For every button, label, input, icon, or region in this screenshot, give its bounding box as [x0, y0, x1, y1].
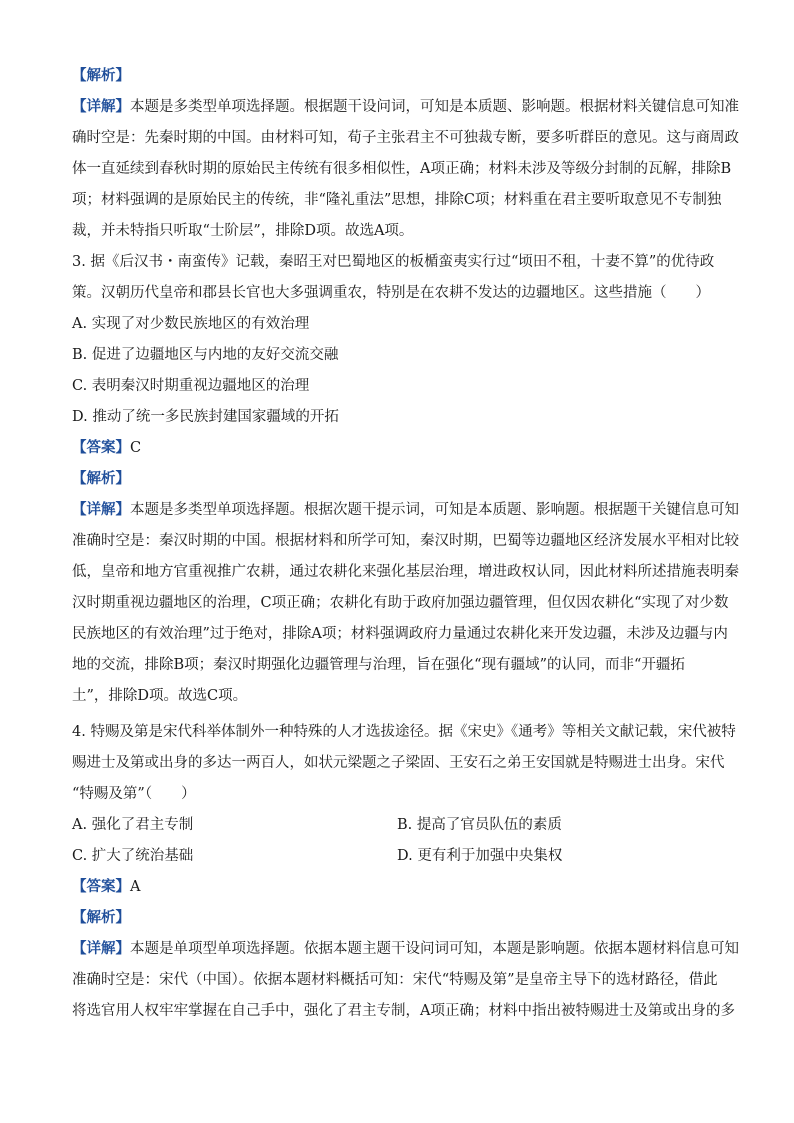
question-stem-line: 赐进士及第或出身的多达一两百人，如状元梁题之子梁固、王安石之弟王安国就是特赐进士出身。宋代 — [72, 755, 725, 771]
analysis-heading — [72, 908, 722, 928]
option-c: C. 表明秦汉时期重视边疆地区的治理 — [72, 378, 310, 394]
analysis-heading — [72, 469, 722, 489]
answer-line — [72, 877, 722, 897]
answer-value: A — [130, 879, 141, 895]
text-line: 低，皇帝和地方官重视推广农耕，通过农耕化来强化基层治理，增进政权认同，因此材料所述措施表明秦 — [72, 564, 739, 580]
option-b: B. 促进了边疆地区与内地的友好交流交融 — [72, 347, 339, 363]
text-line: 土”，排除D项。故选C项。 — [72, 688, 248, 704]
text-line: 地的交流，排除B项；秦汉时期强化边疆管理与治理，旨在强化“现有疆域”的认同，而非“开疆拓 — [72, 657, 685, 673]
option-b: B. 提高了官员队伍的素质 — [397, 817, 562, 833]
detail-paragraph-line — [72, 500, 739, 520]
detail-paragraph-line — [72, 97, 739, 117]
detail-label: 【详解】 — [72, 940, 130, 957]
option-d: D. 更有利于加强中央集权 — [397, 848, 563, 864]
answer-label: 【答案】 — [72, 878, 130, 895]
question-stem-line: 4. 特赐及第是宋代科举体制外一种特殊的人才选拔途径。据《宋史》《通考》等相关文献记载，宋代被特 — [72, 724, 736, 740]
text-line: 确时空是：先秦时期的中国。由材料可知，荀子主张君主不可独裁专断，要多听群臣的意见。这与商周政 — [72, 130, 739, 146]
answer-line — [72, 438, 722, 458]
text-line: 本题是多类型单项选择题。根据题干设问词，可知是本质题、影响题。根据材料关键信息可知准 — [130, 99, 739, 115]
detail-label: 【详解】 — [72, 98, 130, 115]
text-line: 将选官用人权牢牢掌握在自己手中，强化了君主专制，A项正确；材料中指出被特赐进士及第或出身的多 — [72, 1003, 735, 1019]
analysis-heading — [72, 66, 722, 86]
detail-label: 【详解】 — [72, 501, 130, 518]
text-line: 汉时期重视边疆地区的治理，C项正确；农耕化有助于政府加强边疆管理，但仅因农耕化“实现了对少数 — [72, 595, 729, 611]
option-d: D. 推动了统一多民族封建国家疆域的开拓 — [72, 409, 339, 425]
option-a: A. 强化了君主专制 — [72, 817, 194, 833]
answer-value: C — [130, 440, 142, 456]
analysis-label: 【解析】 — [72, 67, 130, 84]
text-line: 本题是单项型单项选择题。依据本题主题干设问词可知，本题是影响题。依据本题材料信息可知 — [130, 941, 739, 957]
option-c: C. 扩大了统治基础 — [72, 848, 194, 864]
text-line: 本题是多类型单项选择题。根据次题干提示词，可知是本质题、影响题。根据题干关键信息可知 — [130, 502, 739, 518]
text-line: 准确时空是：宋代（中国）。依据本题材料概括可知：宋代“特赐及第”是皇帝主导下的选材路径，借此 — [72, 972, 718, 988]
question-stem-line: 策。汉朝历代皇帝和郡县长官也大多强调重农，特别是在农耕不发达的边疆地区。这些措施（ ） — [72, 285, 710, 301]
question-stem-line: “特赐及第”（ ） — [72, 786, 196, 802]
analysis-label: 【解析】 — [72, 470, 130, 487]
detail-paragraph-line — [72, 939, 739, 959]
question-stem-line: 3. 据《后汉书・南蛮传》记载，秦昭王对巴蜀地区的板楯蛮夷实行过“顷田不租，十妻不算”的优待政 — [72, 254, 715, 270]
option-a: A. 实现了对少数民族地区的有效治理 — [72, 316, 310, 332]
text-line: 项；材料强调的是原始民主的传统，非“隆礼重法”思想，排除C项；材料重在君主要听取意见不专制独 — [72, 192, 722, 208]
text-line: 裁，并未特指只听取“士阶层”，排除D项。故选A项。 — [72, 223, 414, 239]
analysis-label: 【解析】 — [72, 909, 130, 926]
answer-label: 【答案】 — [72, 439, 130, 456]
text-line: 民族地区的有效治理”过于绝对，排除A项；材料强调政府力量通过农耕化来开发边疆，未涉及边疆与内 — [72, 626, 728, 642]
text-line: 准确时空是：秦汉时期的中国。根据材料和所学可知，秦汉时期，巴蜀等边疆地区经济发展水平相对比较 — [72, 533, 739, 549]
text-line: 体一直延续到春秋时期的原始民主传统有很多相似性，A项正确；材料未涉及等级分封制的瓦解，排除B — [72, 161, 732, 177]
